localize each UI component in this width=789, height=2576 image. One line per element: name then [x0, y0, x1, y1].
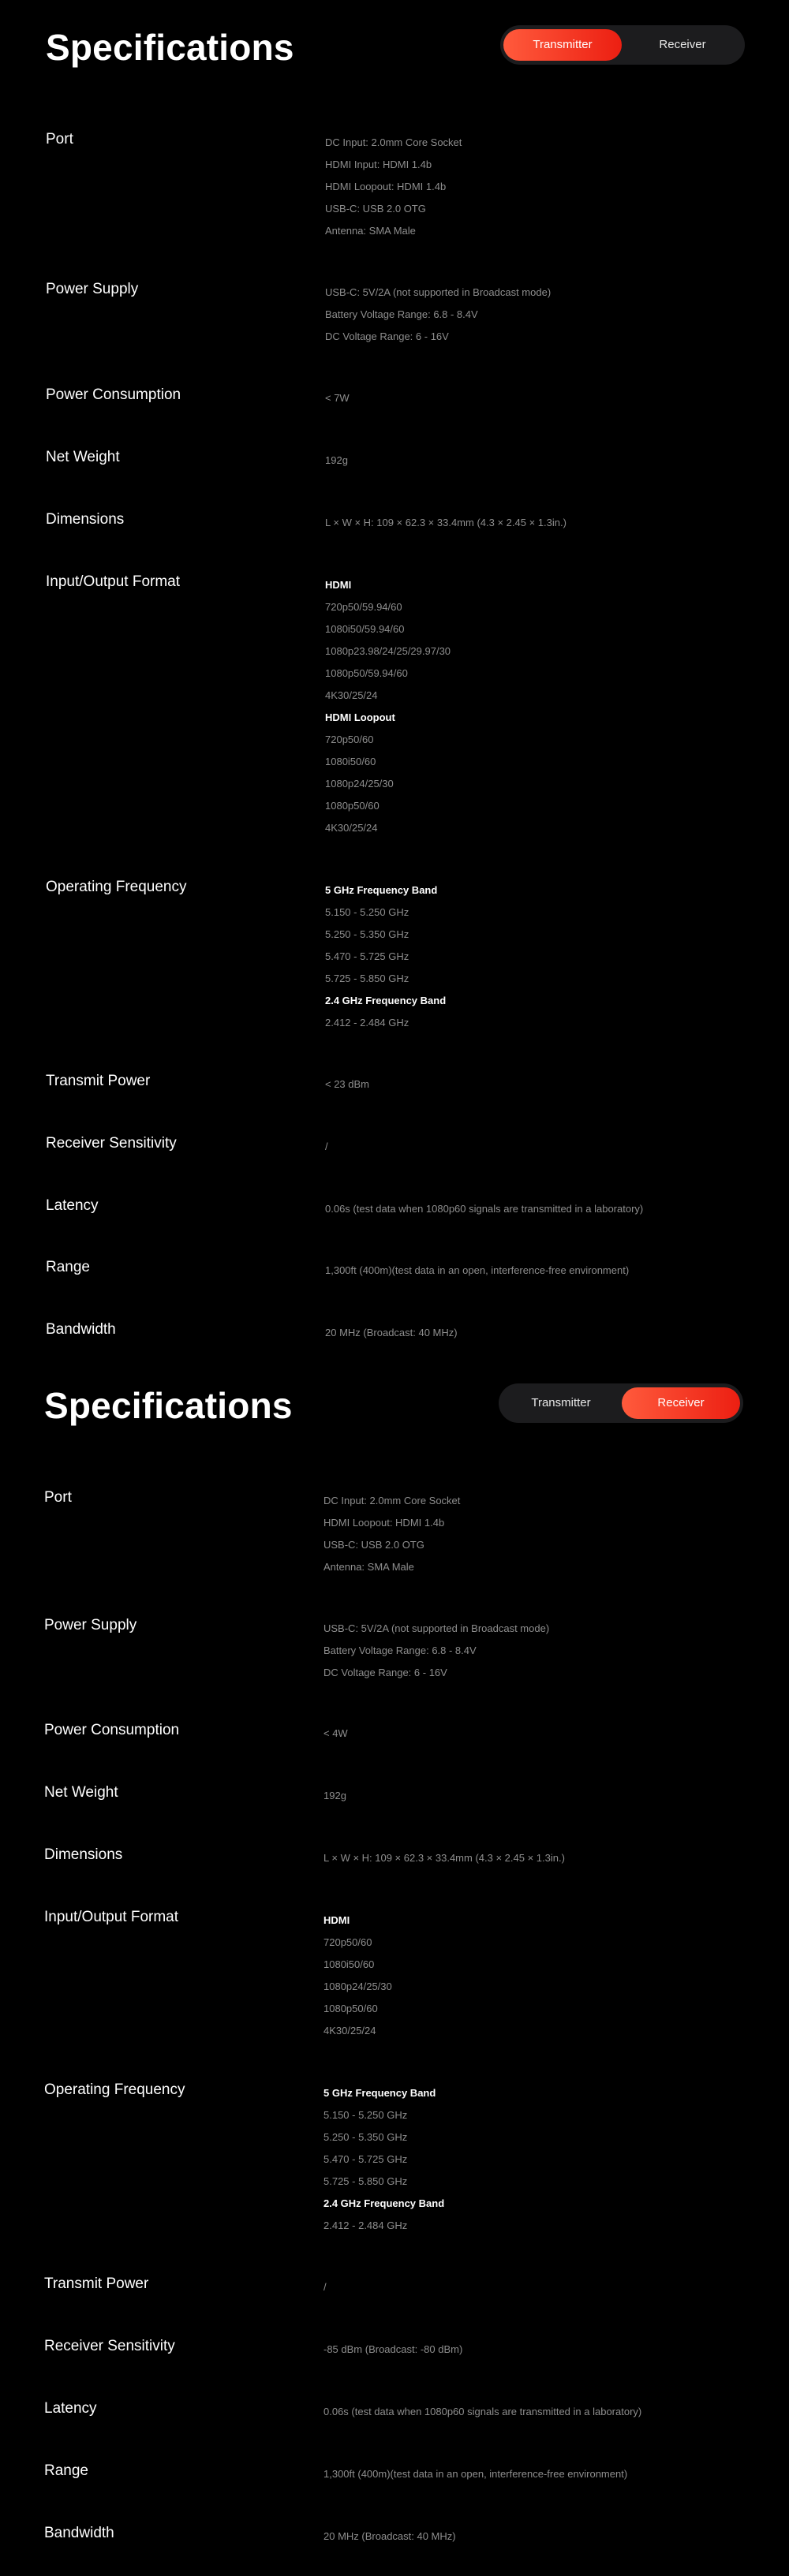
spec-value: DC Input: 2.0mm Core Socket — [323, 1495, 461, 1506]
device-toggle — [500, 25, 745, 65]
spec-value: HDMI Input: HDMI 1.4b — [325, 159, 432, 170]
spec-values — [325, 512, 743, 534]
spec-values — [325, 879, 743, 1034]
spec-value: 1080p50/60 — [325, 800, 380, 812]
spec-value-heading: 5 GHz Frequency Band — [323, 2087, 436, 2099]
spec-values — [325, 1198, 743, 1220]
spec-label: Power Supply — [46, 281, 139, 297]
spec-values — [323, 2339, 742, 2361]
spec-value: 1080p50/59.94/60 — [325, 667, 408, 679]
spec-value-heading: 2.4 GHz Frequency Band — [323, 2197, 445, 2209]
spec-label: Range — [46, 1259, 90, 1275]
spec-value: 1080i50/59.94/60 — [325, 623, 405, 635]
spec-value: 0.06s (test data when 1080p60 signals are transmitted in a laboratory) — [325, 1203, 644, 1215]
spec-values — [323, 2463, 742, 2485]
receiver-tab[interactable]: Receiver — [622, 1387, 740, 1419]
transmitter-tab[interactable]: Transmitter — [531, 1396, 591, 1409]
spec-values — [325, 450, 743, 472]
spec-value: DC Input: 2.0mm Core Socket — [325, 136, 462, 148]
page-title: Specifications — [46, 27, 294, 68]
spec-value: 4K30/25/24 — [323, 2025, 376, 2037]
spec-label: Power Supply — [44, 1617, 137, 1633]
spec-value: DC Voltage Range: 6 - 16V — [323, 1667, 447, 1678]
spec-values — [323, 1910, 742, 2042]
spec-value: < 4W — [323, 1727, 348, 1739]
spec-value: / — [325, 1141, 328, 1152]
spec-value: 4K30/25/24 — [325, 689, 378, 701]
spec-values — [323, 2526, 742, 2548]
spec-value: 192g — [323, 1790, 346, 1801]
spec-value: 0.06s (test data when 1080p60 signals are transmitted in a laboratory) — [323, 2406, 642, 2417]
spec-value: 1080p24/25/30 — [325, 778, 394, 790]
spec-value: HDMI Loopout: HDMI 1.4b — [325, 181, 447, 192]
spec-value: 5.250 - 5.350 GHz — [323, 2131, 408, 2143]
spec-value: 5.250 - 5.350 GHz — [325, 928, 409, 940]
spec-values — [325, 1322, 743, 1344]
spec-label: Latency — [46, 1197, 99, 1214]
spec-value: Battery Voltage Range: 6.8 - 8.4V — [325, 308, 478, 320]
spec-value: 5.150 - 5.250 GHz — [323, 2109, 408, 2121]
spec-label: Net Weight — [44, 1784, 118, 1801]
spec-value: 5.725 - 5.850 GHz — [325, 973, 409, 984]
specifications-header — [44, 1382, 743, 1429]
spec-values — [323, 2401, 742, 2423]
spec-value: < 7W — [325, 392, 350, 404]
page-title: Specifications — [44, 1385, 293, 1426]
spec-label: Transmit Power — [44, 2275, 149, 2292]
spec-values — [325, 1136, 743, 1158]
spec-value-heading: HDMI — [325, 579, 352, 591]
spec-values — [323, 2276, 742, 2298]
spec-value: 4K30/25/24 — [325, 822, 378, 834]
spec-value-heading: HDMI Loopout — [325, 711, 395, 723]
transmitter-tab[interactable]: Transmitter — [503, 29, 622, 61]
spec-values — [323, 2082, 742, 2237]
spec-value: L × W × H: 109 × 62.3 × 33.4mm (4.3 × 2.45 × 1.3in.) — [325, 517, 567, 528]
spec-values — [323, 1618, 742, 1684]
spec-value: 720p50/59.94/60 — [325, 601, 402, 613]
spec-value: 1080p24/25/30 — [323, 1981, 392, 1992]
spec-value: 5.150 - 5.250 GHz — [325, 906, 409, 918]
spec-value: USB-C: USB 2.0 OTG — [323, 1539, 424, 1551]
device-toggle — [499, 1383, 743, 1423]
spec-label: Operating Frequency — [44, 2081, 185, 2098]
spec-value: HDMI Loopout: HDMI 1.4b — [323, 1517, 445, 1529]
spec-label: Transmit Power — [46, 1073, 151, 1089]
spec-values — [323, 1490, 742, 1578]
spec-value: Battery Voltage Range: 6.8 - 8.4V — [323, 1645, 477, 1656]
spec-values — [325, 387, 743, 409]
spec-value: 5.470 - 5.725 GHz — [323, 2153, 408, 2165]
spec-value: -85 dBm (Broadcast: -80 dBm) — [323, 2343, 463, 2355]
receiver-tab[interactable]: Receiver — [659, 38, 706, 51]
spec-label: Bandwidth — [44, 2525, 114, 2541]
spec-values — [325, 1260, 743, 1282]
spec-value: Antenna: SMA Male — [325, 225, 416, 237]
spec-label: Dimensions — [44, 1846, 123, 1863]
spec-values — [325, 1073, 743, 1096]
specifications-header — [46, 24, 745, 71]
spec-value: L × W × H: 109 × 62.3 × 33.4mm (4.3 × 2.45 × 1.3in.) — [323, 1852, 565, 1864]
spec-value: < 23 dBm — [325, 1078, 370, 1090]
spec-value: / — [323, 2281, 327, 2293]
spec-values — [325, 574, 743, 839]
spec-label: Input/Output Format — [46, 573, 181, 590]
spec-label: Latency — [44, 2400, 97, 2417]
spec-label: Receiver Sensitivity — [46, 1135, 177, 1152]
spec-label: Dimensions — [46, 511, 125, 528]
spec-value: 720p50/60 — [323, 1936, 372, 1948]
spec-values — [323, 1785, 742, 1807]
spec-value: 720p50/60 — [325, 734, 374, 745]
spec-value: 1080p23.98/24/25/29.97/30 — [325, 645, 451, 657]
spec-values — [323, 1847, 742, 1869]
spec-value-heading: 2.4 GHz Frequency Band — [325, 995, 447, 1006]
spec-value: Antenna: SMA Male — [323, 1561, 414, 1573]
spec-label: Bandwidth — [46, 1321, 116, 1338]
spec-value: DC Voltage Range: 6 - 16V — [325, 330, 449, 342]
spec-value: USB-C: 5V/2A (not supported in Broadcast mode) — [323, 1622, 550, 1634]
spec-value: 1080i50/60 — [325, 756, 376, 767]
spec-value: 1,300ft (400m)(test data in an open, interference-free environment) — [325, 1264, 630, 1276]
spec-value: 20 MHz (Broadcast: 40 MHz) — [325, 1327, 458, 1338]
spec-value-heading: 5 GHz Frequency Band — [325, 884, 438, 896]
spec-label: Port — [46, 131, 73, 147]
spec-value: 20 MHz (Broadcast: 40 MHz) — [323, 2530, 456, 2542]
spec-value: 1,300ft (400m)(test data in an open, interference-free environment) — [323, 2468, 628, 2480]
spec-value: 2.412 - 2.484 GHz — [325, 1017, 409, 1029]
spec-value: 1080i50/60 — [323, 1958, 375, 1970]
spec-label: Input/Output Format — [44, 1909, 179, 1925]
spec-value: USB-C: USB 2.0 OTG — [325, 203, 426, 215]
spec-label: Port — [44, 1489, 72, 1506]
spec-label: Operating Frequency — [46, 879, 187, 895]
spec-values — [325, 282, 743, 348]
spec-label: Receiver Sensitivity — [44, 2338, 175, 2354]
spec-values — [323, 1723, 742, 1745]
spec-value: 5.470 - 5.725 GHz — [325, 950, 409, 962]
spec-value: USB-C: 5V/2A (not supported in Broadcast mode) — [325, 286, 552, 298]
spec-values — [325, 132, 743, 242]
spec-value-heading: HDMI — [323, 1914, 350, 1926]
spec-value: 192g — [325, 454, 348, 466]
spec-label: Net Weight — [46, 449, 120, 465]
spec-label: Power Consumption — [44, 1722, 180, 1738]
spec-label: Range — [44, 2462, 88, 2479]
spec-label: Power Consumption — [46, 386, 181, 403]
spec-value: 5.725 - 5.850 GHz — [323, 2175, 408, 2187]
spec-value: 2.412 - 2.484 GHz — [323, 2219, 408, 2231]
spec-value: 1080p50/60 — [323, 2003, 378, 2014]
